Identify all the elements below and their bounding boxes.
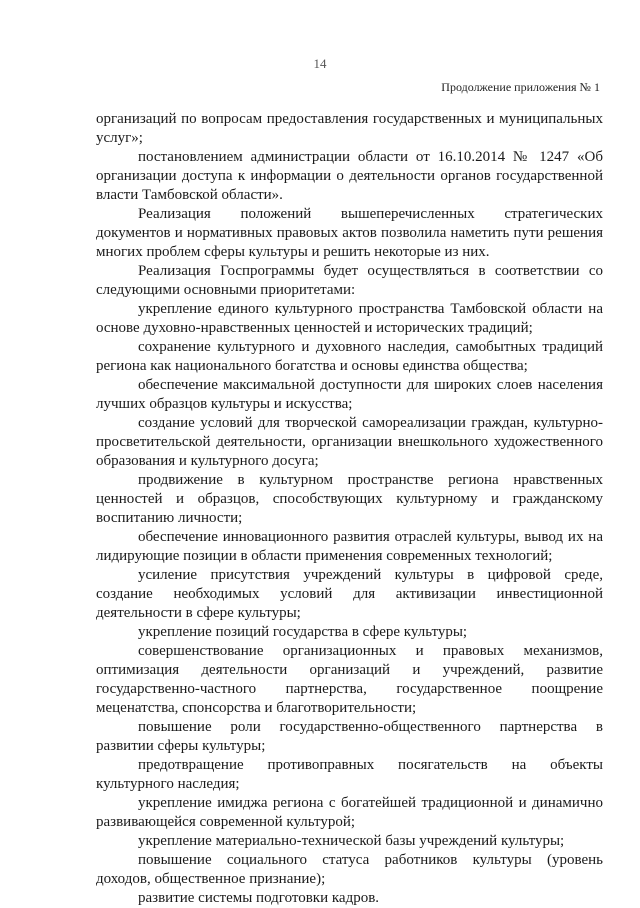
priority-item: продвижение в культурном пространстве региона нравственных ценностей и образцов, способствующих культурному и гражданскому воспитанию личности;	[96, 472, 603, 526]
paragraph: Реализация Госпрограммы будет осуществляться в соответствии со следующими основными приоритетами:	[96, 263, 603, 298]
priority-item: укрепление позиций государства в сфере культуры;	[138, 624, 468, 640]
priority-item: создание условий для творческой самореализации граждан, культурно-просветительской деятельности, организации внешкольного художественного образования и культурного досуга;	[96, 415, 603, 469]
priority-item: развитие системы подготовки кадров.	[138, 890, 380, 906]
priority-item: обеспечение инновационного развития отраслей культуры, вывод их на лидирующие позиции в области применения современных технологий;	[96, 529, 603, 564]
priority-item: предотвращение противоправных посягательств на объекты культурного наследия;	[96, 757, 603, 792]
priority-item: усиление присутствия учреждений культуры в цифровой среде, создание необходимых условий для активизации инвестиционной деятельности в сфере культуры;	[96, 567, 603, 621]
priority-item: укрепление имиджа региона с богатейшей традиционной и динамично развивающейся современной культурой;	[96, 795, 603, 830]
priority-item: повышение роли государственно-общественного партнерства в развитии сферы культуры;	[96, 719, 603, 754]
priority-item: повышение социального статуса работников культуры (уровень доходов, общественное признание);	[96, 852, 603, 887]
priority-item: совершенствование организационных и правовых механизмов, оптимизация деятельности организаций и учреждений, развитие государственно-частного партнерства, государственное поощрение меценатства, спонсорства и благотворительности;	[96, 643, 603, 716]
priority-item: сохранение культурного и духовного наследия, самобытных традиций региона как национального богатства и основы единства общества;	[96, 339, 603, 374]
document-body	[96, 110, 603, 908]
page-number: 14	[313, 56, 327, 71]
paragraph: Реализация положений вышеперечисленных стратегических документов и нормативных правовых актов позволила наметить пути решения многих проблем сферы культуры и решить некоторые из них.	[96, 206, 603, 260]
priority-item: укрепление единого культурного пространства Тамбовской области на основе духовно-нравственных ценностей и исторических традиций;	[96, 301, 603, 336]
continuation-label: Продолжение приложения № 1	[441, 80, 600, 94]
priority-item: укрепление материально-технической базы учреждений культуры;	[138, 833, 565, 849]
priority-item: обеспечение максимальной доступности для широких слоев населения лучших образцов культуры и искусства;	[96, 377, 603, 412]
paragraph: организаций по вопросам предоставления государственных и муниципальных услуг»;	[96, 111, 603, 146]
paragraph: постановлением администрации области от 16.10.2014 № 1247 «Об организации доступа к информации о деятельности органов государственной власти Тамбовской области».	[96, 149, 603, 203]
